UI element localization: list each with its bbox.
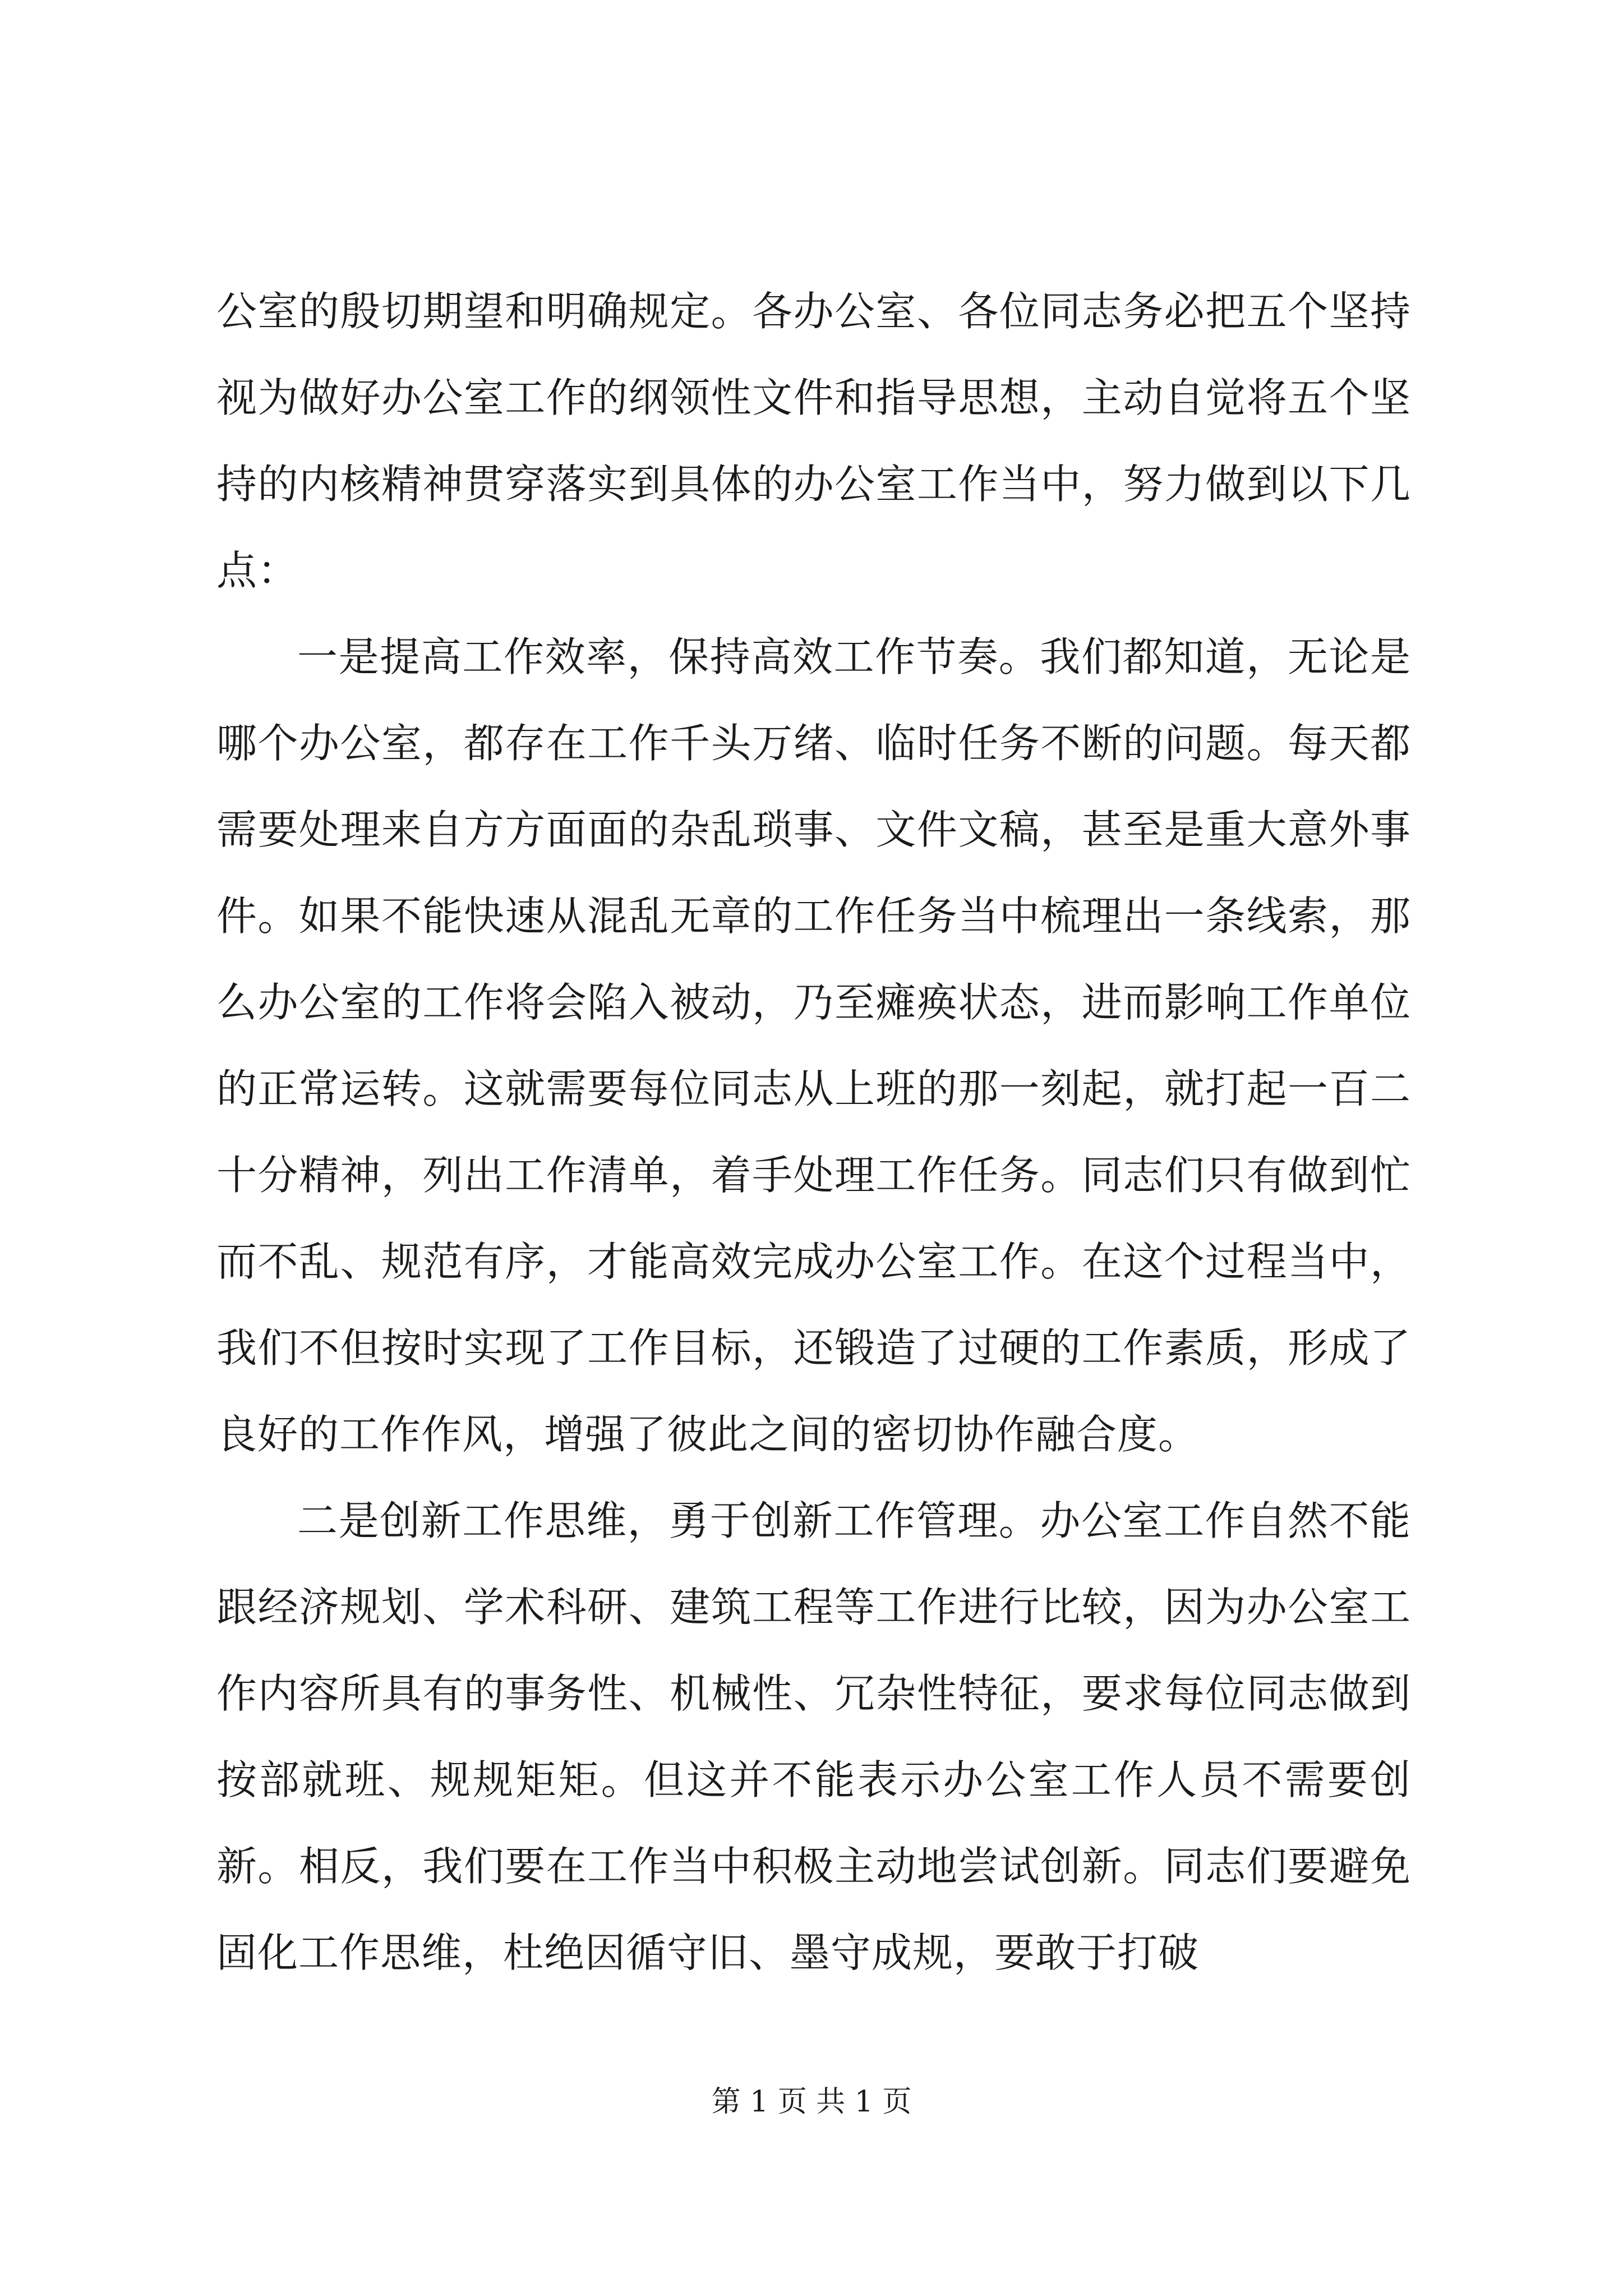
paragraph-innovation: 二是创新工作思维，勇于创新工作管理。办公室工作自然不能跟经济规划、学术科研、建筑工程等工作进行比较，因为办公室工作内容所具有的事务性、机械性、冗杂性特征，要求每位同志做到按部就班、规规矩矩。但这并不能表示办公室工作人员不需要创新。相反，我们要在工作当中积极主动地尝试创新。同志们要避免固化工作思维，杜绝因循守旧、墨守成规，要敢于打破 (216, 1497, 1411, 1976)
page-footer (0, 2082, 1623, 2122)
page-number-label: 第 1 页 共 1 页 (711, 2085, 912, 2119)
paragraph-efficiency: 一是提高工作效率，保持高效工作节奏。我们都知道，无论是哪个办公室，都存在工作千头万绪、临时任务不断的问题。每天都需要处理来自方方面面的杂乱琐事、文件文稿，甚至是重大意外事件。如果不能快速从混乱无章的工作任务当中梳理出一条线索，那么办公室的工作将会陷入被动，乃至瘫痪状态，进而影响工作单位的正常运转。这就需要每位同志从上班的那一刻起，就打起一百二十分精神，列出工作清单，着手处理工作任务。同志们只有做到忙而不乱、规范有序，才能高效完成办公室工作。在这个过程当中，我们不但按时实现了工作目标，还锻造了过硬的工作素质，形成了良好的工作作风，增强了彼此之间的密切协作融合度。 (216, 633, 1411, 1458)
document-body (216, 268, 1411, 1996)
paragraph-continuation: 公室的殷切期望和明确规定。各办公室、各位同志务必把五个坚持视为做好办公室工作的纲领性文件和指导思想，主动自觉将五个坚持的内核精神贯穿落实到具体的办公室工作当中，努力做到以下几点： (216, 288, 1411, 594)
